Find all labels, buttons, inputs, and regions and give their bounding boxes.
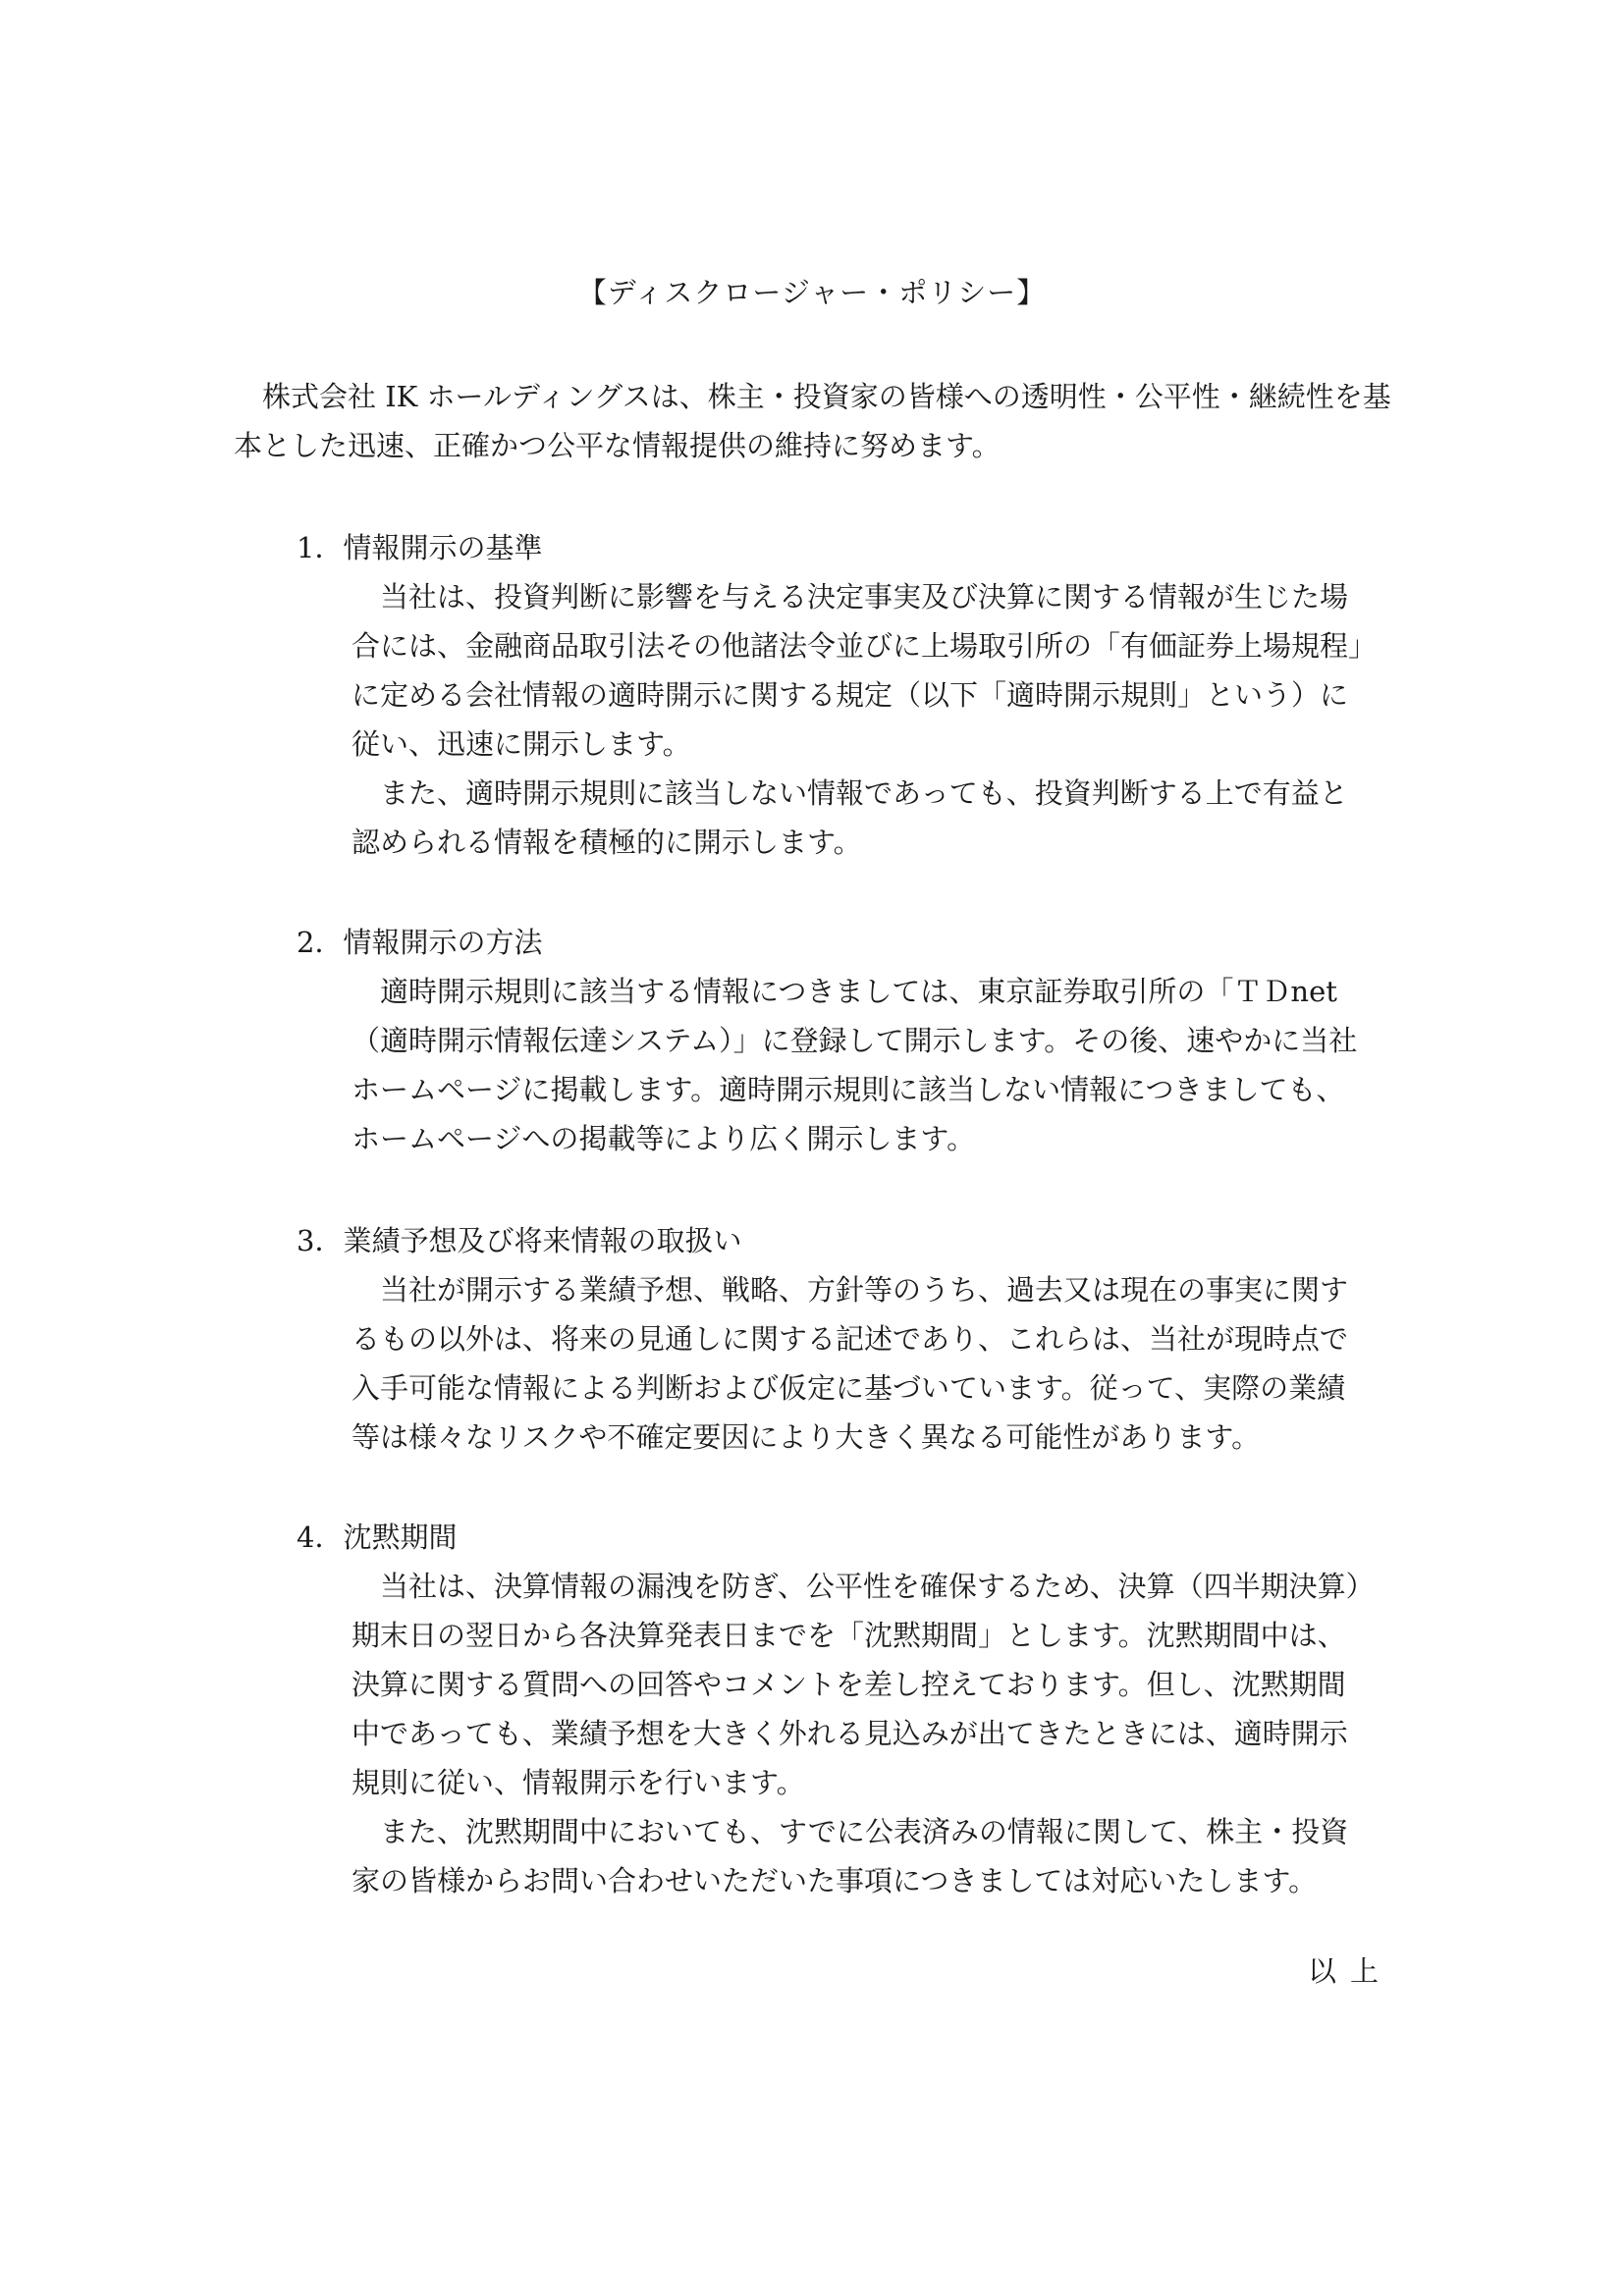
section-1-line-5: また、適時開示規則に該当しない情報であっても、投資判断する上で有益と xyxy=(352,776,1348,810)
section-4-line-1: 当社は、決算情報の漏洩を防ぎ、公平性を確保するため、決算（四半期決算） xyxy=(352,1570,1375,1603)
section-4-line-2: 期末日の翌日から各決算発表日までを「沈黙期間」とします。沈黙期間中は、 xyxy=(352,1619,1346,1652)
section-1-heading: 1．情報開示の基準 xyxy=(297,531,543,564)
intro-line-2: 本とした迅速、正確かつ公平な情報提供の維持に努めます。 xyxy=(234,429,1001,462)
section-4-line-5: 規則に従い、情報開示を行います。 xyxy=(352,1766,805,1799)
intro-line-1: 株式会社 IK ホールディングスは、株主・投資家の皆様への透明性・公平性・継続性を基 xyxy=(234,380,1391,413)
section-1-line-4: 従い、迅速に開示します。 xyxy=(352,727,691,761)
section-2-heading: 2．情報開示の方法 xyxy=(297,926,543,959)
section-3-heading: 3．業績予想及び将来情報の取扱い xyxy=(297,1224,742,1257)
section-3-line-1: 当社が開示する業績予想、戦略、方針等のうち、過去又は現在の事実に関す xyxy=(352,1273,1349,1307)
document-title: 【ディスクロージャー・ポリシー】 xyxy=(577,276,1047,309)
section-4-line-6: また、沈黙期間中においても、すでに公表済みの情報に関して、株主・投資 xyxy=(352,1815,1349,1848)
section-1-line-6: 認められる情報を積極的に開示します。 xyxy=(352,826,862,859)
section-2-line-3: ホームページに掲載します。適時開示規則に該当しない情報につきましても、 xyxy=(352,1073,1345,1106)
section-2-line-4: ホームページへの掲載等により広く開示します。 xyxy=(352,1122,976,1155)
section-4-heading: 4．沈黙期間 xyxy=(297,1521,458,1554)
section-3-line-4: 等は様々なリスクや不確定要因により大きく異なる可能性があります。 xyxy=(352,1420,1261,1454)
section-4-line-3: 決算に関する質問への回答やコメントを差し控えております。但し、沈黙期間 xyxy=(352,1668,1346,1701)
section-3-line-2: るもの以外は、将来の見通しに関する記述であり、これらは、当社が現時点で xyxy=(352,1322,1349,1356)
section-1-line-1: 当社は、投資判断に影響を与える決定事実及び決算に関する情報が生じた場 xyxy=(352,580,1349,614)
section-3-line-3: 入手可能な情報による判断および仮定に基づいています。従って、実際の業績 xyxy=(352,1371,1346,1405)
section-2-line-1: 適時開示規則に該当する情報につきましては、東京証券取引所の「ＴＤnet xyxy=(352,975,1337,1008)
section-4-line-7: 家の皆様からお問い合わせいただいた事項につきましては対応いたします。 xyxy=(352,1864,1318,1897)
section-1-line-3: に定める会社情報の適時開示に関する規定（以下「適時開示規則」という）に xyxy=(352,678,1349,712)
section-1-line-2: 合には、金融商品取引法その他諸法令並びに上場取引所の「有価証券上場規程」 xyxy=(352,629,1378,663)
section-2-line-2: （適時開示情報伝達システム）」に登録して開示します。その後、速やかに当社 xyxy=(352,1024,1358,1057)
section-4-line-4: 中であっても、業績予想を大きく外れる見込みが出てきたときには、適時開示 xyxy=(352,1717,1348,1750)
closing-mark: 以上 xyxy=(1307,1954,1392,1988)
